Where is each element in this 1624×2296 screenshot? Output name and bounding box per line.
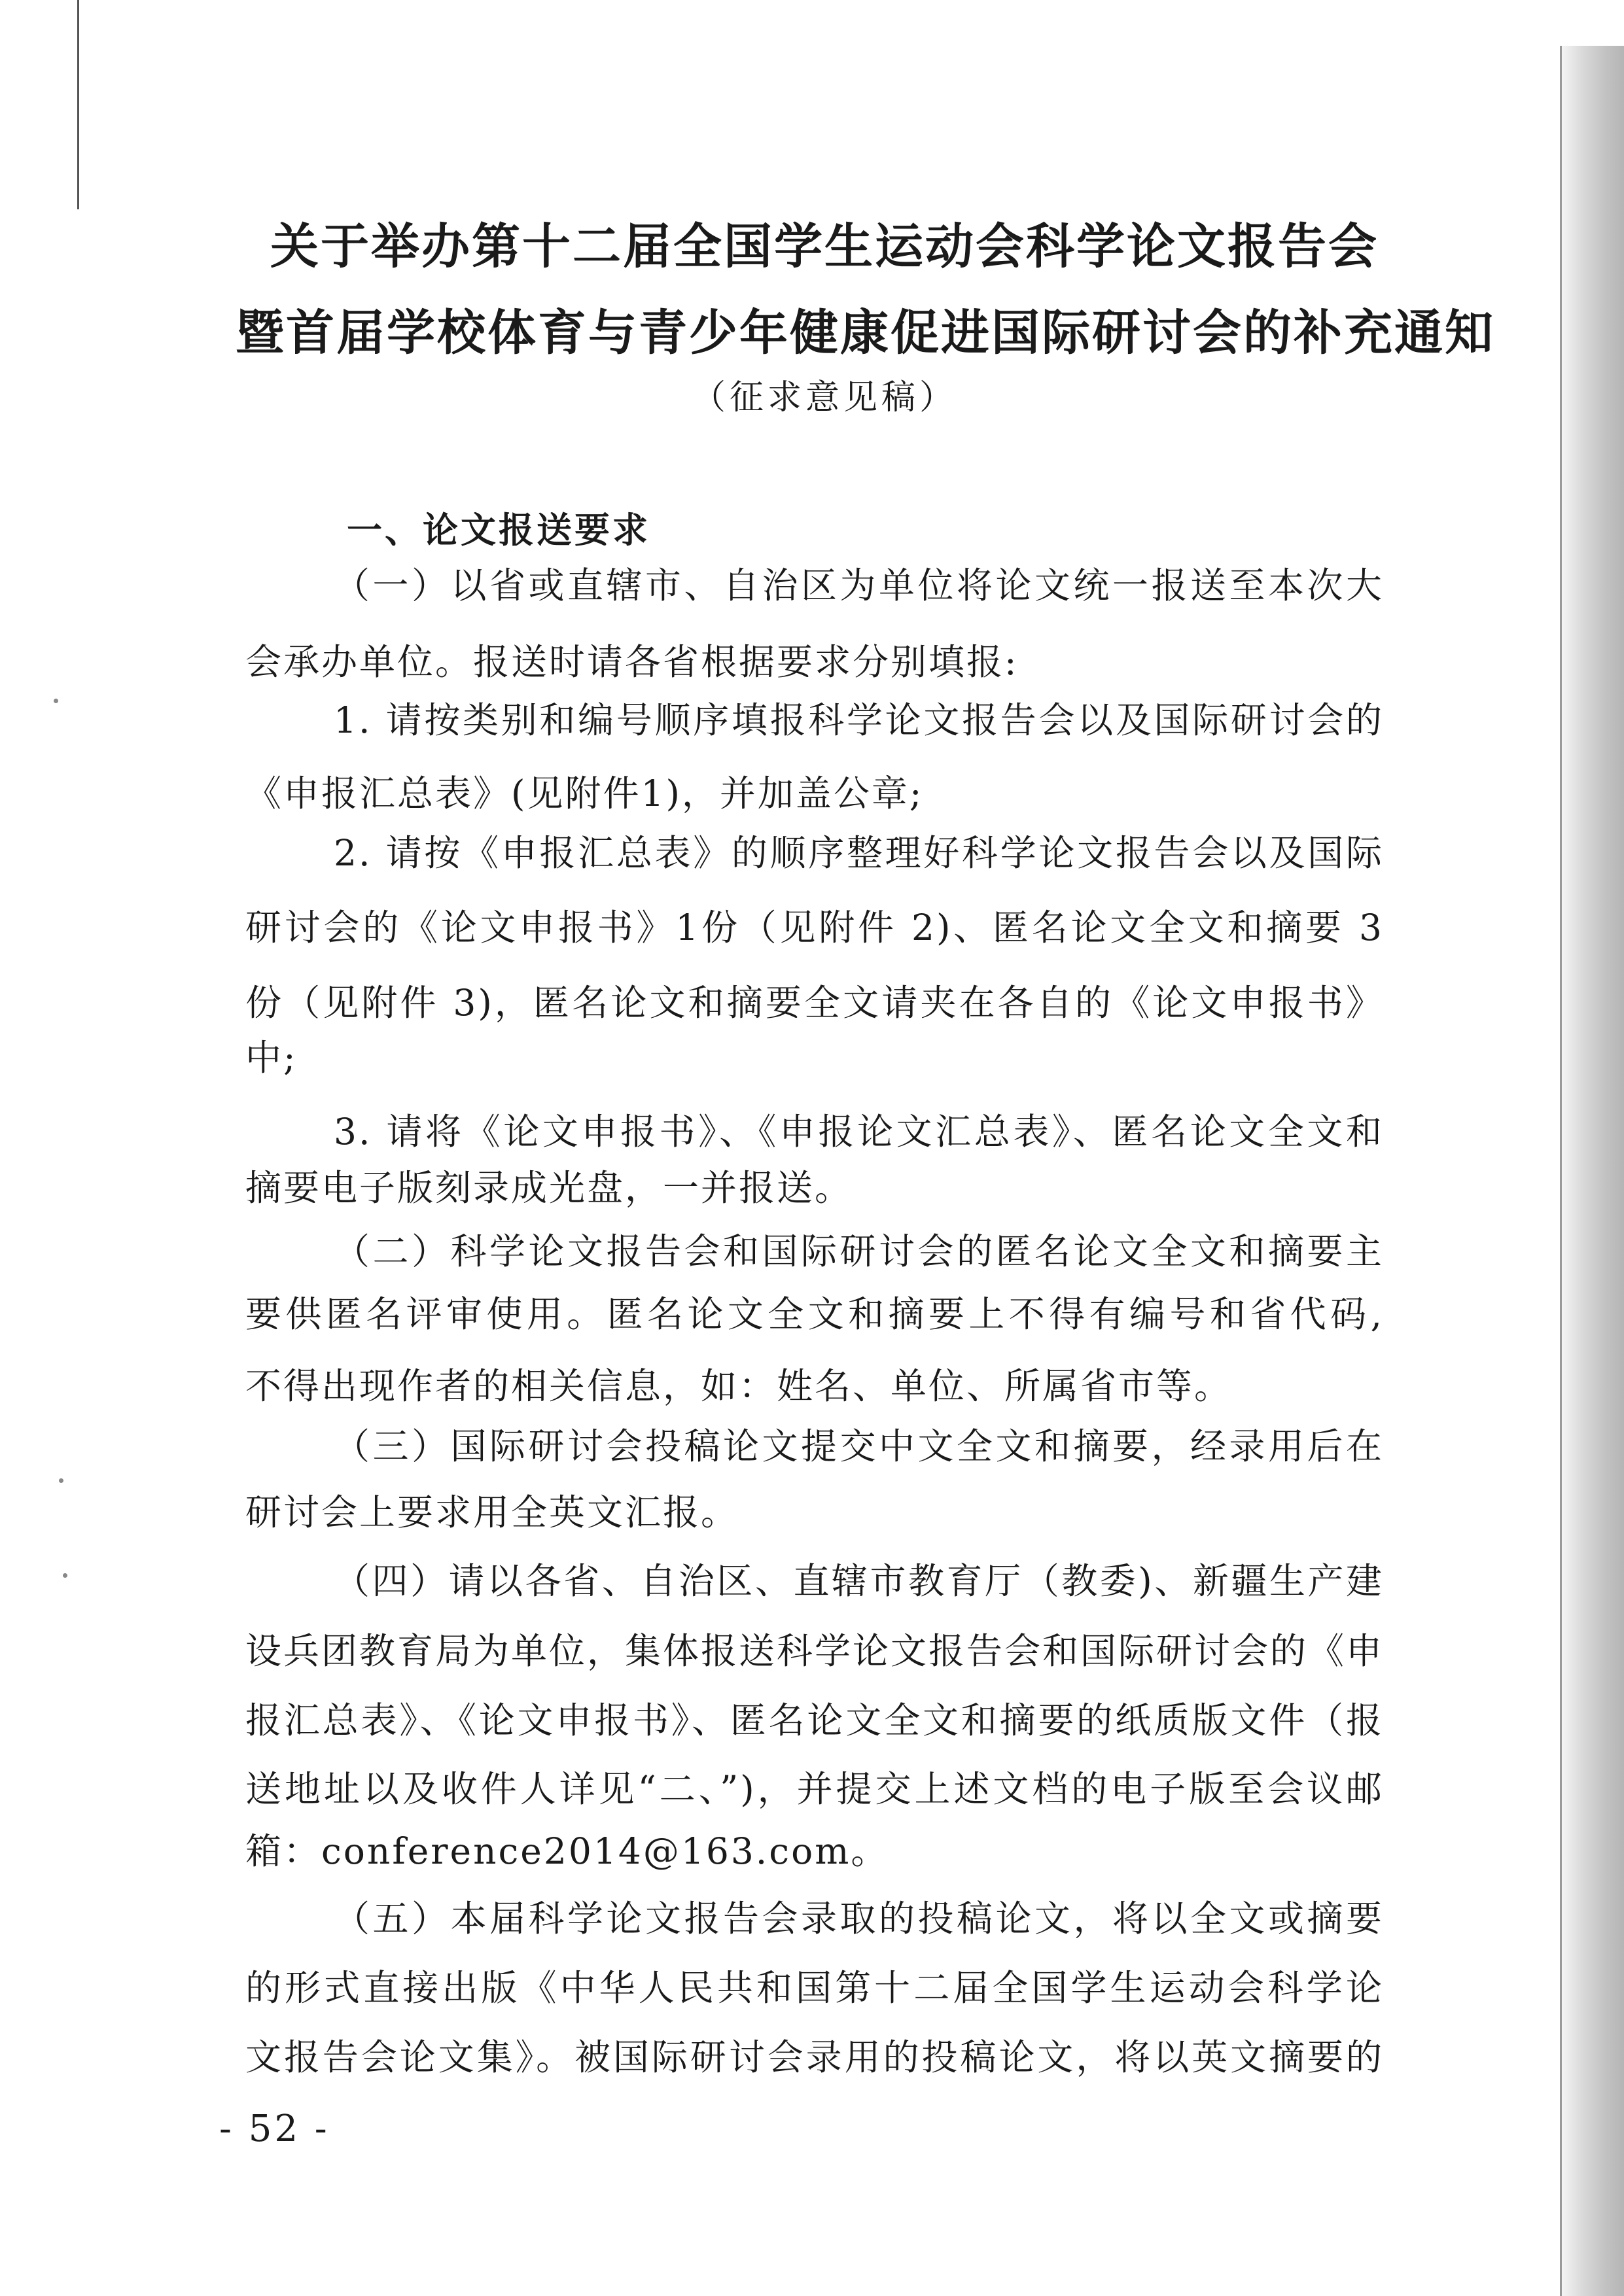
section-heading: 一、论文报送要求 [347,510,650,551]
scan-speck [54,699,58,703]
scan-page-shadow [1562,46,1624,2296]
scan-margin-mark [77,0,79,209]
paragraph-line: 要供匿名评审使用。匿名论文全文和摘要上不得有编号和省代码, [245,1293,1384,1335]
document-subtitle: （征求意见稿） [691,378,957,417]
paragraph-line: 摘要电子版刻录成光盘，一并报送。 [245,1167,853,1209]
paragraph-line: （一）以省或直辖市、自治区为单位将论文统一报送至本次大 [334,565,1384,606]
scan-speck [63,1573,67,1578]
paragraph-line: 报汇总表》、《论文申报书》、匿名论文全文和摘要的纸质版文件（报 [245,1699,1384,1741]
paragraph-line: （二）科学论文报告会和国际研讨会的匿名论文全文和摘要主 [334,1230,1384,1272]
paragraph-line: 不得出现作者的相关信息，如：姓名、单位、所属省市等。 [245,1365,1233,1407]
paragraph-line: 文报告会论文集》。被国际研讨会录用的投稿论文，将以英文摘要的 [245,2036,1384,2078]
paragraph-line: 3. 请将《论文申报书》、《申报论文汇总表》、匿名论文全文和 [334,1111,1384,1153]
paragraph-line: （三）国际研讨会投稿论文提交中文全文和摘要，经录用后在 [334,1425,1384,1467]
paragraph-line: 份（见附件 3)，匿名论文和摘要全文请夹在各自的《论文申报书》 [245,982,1384,1024]
scan-speck [59,1478,63,1483]
paragraph-line: 中; [245,1037,298,1079]
paragraph-line: 设兵团教育局为单位，集体报送科学论文报告会和国际研讨会的《申 [245,1630,1385,1672]
paragraph-line: （五）本届科学论文报告会录取的投稿论文，将以全文或摘要 [334,1898,1384,1939]
paragraph-line-email: 箱：conference2014@163.com。 [245,1830,889,1872]
paragraph-line: 的形式直接出版《中华人民共和国第十二届全国学生运动会科学论 [245,1967,1384,2009]
paragraph-line: 研讨会上要求用全英文汇报。 [245,1491,739,1533]
paragraph-line: 《申报汇总表》(见附件1)，并加盖公章; [245,773,924,814]
document-title-line-1: 关于举办第十二届全国学生运动会科学论文报告会 [270,218,1379,275]
paragraph-line: 送地址以及收件人详见“二、”)，并提交上述文档的电子版至会议邮 [245,1768,1384,1810]
paragraph-line: 研讨会的《论文申报书》1份（见附件 2)、匿名论文全文和摘要 3 [245,907,1384,948]
page-number: - 52 - [219,2108,330,2150]
paragraph-line: （四）请以各省、自治区、直辖市教育厅（教委)、新疆生产建 [334,1560,1384,1602]
paragraph-line: 2. 请按《申报汇总表》的顺序整理好科学论文报告会以及国际 [334,832,1384,874]
paragraph-line: 1. 请按类别和编号顺序填报科学论文报告会以及国际研讨会的 [334,699,1384,741]
document-title-line-2: 暨首届学校体育与青少年健康促进国际研讨会的补充通知 [236,305,1495,361]
paragraph-line: 会承办单位。报送时请各省根据要求分别填报: [245,641,1019,683]
